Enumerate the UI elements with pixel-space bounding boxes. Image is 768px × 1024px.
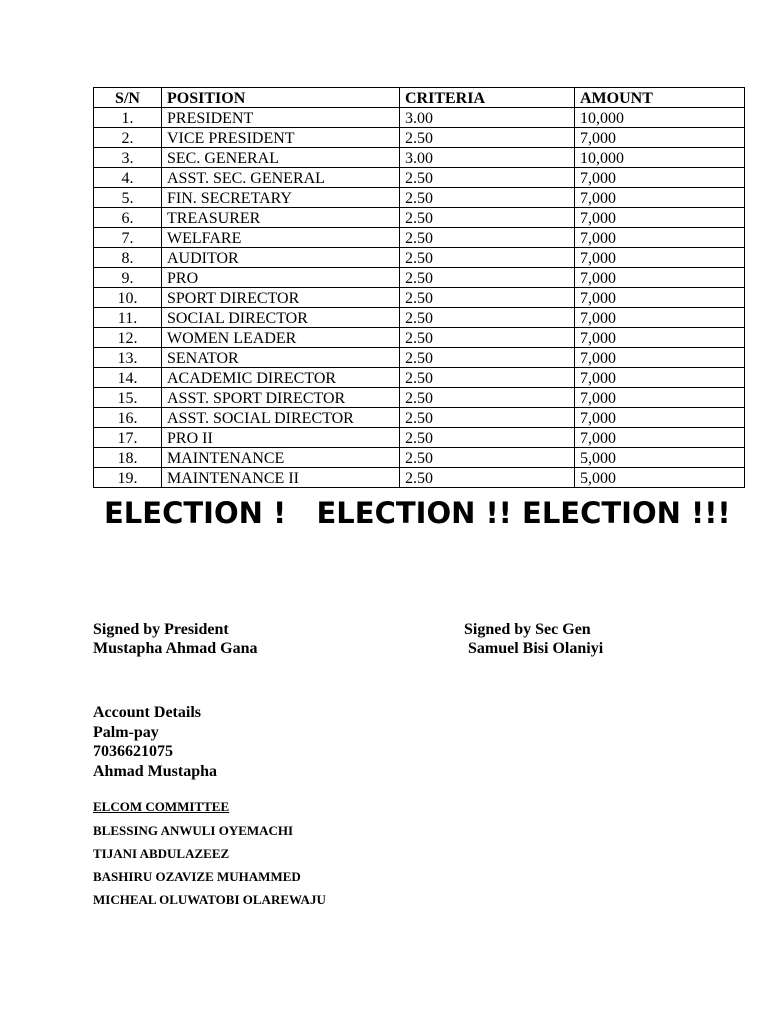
table-row — [94, 208, 745, 228]
cell-criteria: 2.50 — [400, 168, 575, 188]
cell-position: FIN. SECRETARY — [162, 188, 400, 208]
cell-criteria: 2.50 — [400, 408, 575, 428]
table-row — [94, 428, 745, 448]
committee-list — [93, 823, 326, 915]
table-row — [94, 408, 745, 428]
cell-criteria: 2.50 — [400, 388, 575, 408]
committee-member: BLESSING ANWULI OYEMACHI — [93, 823, 294, 838]
committee-member: MICHEAL OLUWATOBI OLAREWAJU — [93, 892, 326, 907]
cell-sn: 2. — [94, 128, 162, 148]
cell-sn: 12. — [94, 328, 162, 348]
election-banner: ELECTION ! ELECTION !! ELECTION !!! — [104, 496, 731, 530]
cell-criteria: 2.50 — [400, 128, 575, 148]
cell-position: ASST. SEC. GENERAL — [162, 168, 400, 188]
table-body — [94, 108, 745, 488]
cell-sn: 7. — [94, 228, 162, 248]
cell-amount: 7,000 — [575, 348, 745, 368]
cell-position: SOCIAL DIRECTOR — [162, 308, 400, 328]
table-row — [94, 288, 745, 308]
cell-criteria: 2.50 — [400, 468, 575, 488]
account-name: Ahmad Mustapha — [93, 762, 218, 780]
sec-gen-signature-title: Signed by Sec Gen — [464, 621, 591, 638]
header-position: POSITION — [162, 88, 400, 108]
table-header-row — [94, 88, 745, 108]
cell-sn: 8. — [94, 248, 162, 268]
committee-heading: ELCOM COMMITTEE — [93, 799, 230, 814]
cell-sn: 17. — [94, 428, 162, 448]
cell-sn: 10. — [94, 288, 162, 308]
cell-sn: 11. — [94, 308, 162, 328]
table-row — [94, 188, 745, 208]
cell-sn: 9. — [94, 268, 162, 288]
cell-position: ASST. SPORT DIRECTOR — [162, 388, 400, 408]
cell-criteria: 2.50 — [400, 288, 575, 308]
cell-sn: 3. — [94, 148, 162, 168]
cell-criteria: 2.50 — [400, 448, 575, 468]
table-row — [94, 368, 745, 388]
table-row — [94, 108, 745, 128]
cell-amount: 7,000 — [575, 208, 745, 228]
cell-amount: 5,000 — [575, 468, 745, 488]
cell-position: PRO II — [162, 428, 400, 448]
cell-amount: 10,000 — [575, 148, 745, 168]
cell-amount: 7,000 — [575, 428, 745, 448]
cell-sn: 4. — [94, 168, 162, 188]
cell-position: PRO — [162, 268, 400, 288]
header-sn: S/N — [94, 88, 162, 108]
table-row — [94, 308, 745, 328]
cell-sn: 5. — [94, 188, 162, 208]
cell-sn: 16. — [94, 408, 162, 428]
president-name: Mustapha Ahmad Gana — [93, 640, 258, 657]
cell-criteria: 2.50 — [400, 228, 575, 248]
table-row — [94, 268, 745, 288]
table-row — [94, 168, 745, 188]
cell-amount: 7,000 — [575, 288, 745, 308]
cell-criteria: 2.50 — [400, 428, 575, 448]
account-number: 7036621075 — [93, 743, 173, 760]
cell-amount: 7,000 — [575, 388, 745, 408]
cell-amount: 7,000 — [575, 168, 745, 188]
table-row — [94, 128, 745, 148]
cell-amount: 7,000 — [575, 188, 745, 208]
cell-position: SENATOR — [162, 348, 400, 368]
cell-amount: 7,000 — [575, 308, 745, 328]
cell-criteria: 2.50 — [400, 208, 575, 228]
cell-amount: 7,000 — [575, 408, 745, 428]
cell-amount: 7,000 — [575, 328, 745, 348]
cell-criteria: 2.50 — [400, 248, 575, 268]
table-row — [94, 228, 745, 248]
table-row — [94, 328, 745, 348]
cell-position: TREASURER — [162, 208, 400, 228]
cell-amount: 7,000 — [575, 368, 745, 388]
table-row — [94, 148, 745, 168]
cell-position: SPORT DIRECTOR — [162, 288, 400, 308]
cell-criteria: 2.50 — [400, 268, 575, 288]
cell-position: AUDITOR — [162, 248, 400, 268]
cell-criteria: 2.50 — [400, 368, 575, 388]
cell-criteria: 2.50 — [400, 308, 575, 328]
cell-sn: 6. — [94, 208, 162, 228]
cell-sn: 13. — [94, 348, 162, 368]
cell-amount: 7,000 — [575, 228, 745, 248]
committee-member: TIJANI ABDULAZEEZ — [93, 846, 230, 861]
cell-amount: 10,000 — [575, 108, 745, 128]
cell-criteria: 2.50 — [400, 328, 575, 348]
cell-position: MAINTENANCE II — [162, 468, 400, 488]
president-signature — [93, 620, 258, 658]
table-row — [94, 468, 745, 488]
table-row — [94, 248, 745, 268]
account-details — [93, 703, 217, 781]
cell-position: WOMEN LEADER — [162, 328, 400, 348]
positions-table — [93, 87, 745, 488]
cell-amount: 7,000 — [575, 268, 745, 288]
cell-amount: 5,000 — [575, 448, 745, 468]
committee-member: BASHIRU OZAVIZE MUHAMMED — [93, 869, 301, 884]
header-amount: AMOUNT — [575, 88, 745, 108]
cell-sn: 1. — [94, 108, 162, 128]
table-row — [94, 388, 745, 408]
cell-position: PRESIDENT — [162, 108, 400, 128]
cell-sn: 19. — [94, 468, 162, 488]
cell-criteria: 3.00 — [400, 148, 575, 168]
cell-amount: 7,000 — [575, 128, 745, 148]
cell-sn: 18. — [94, 448, 162, 468]
table-row — [94, 348, 745, 368]
cell-sn: 15. — [94, 388, 162, 408]
sec-gen-name: Samuel Bisi Olaniyi — [464, 640, 604, 657]
cell-position: WELFARE — [162, 228, 400, 248]
cell-amount: 7,000 — [575, 248, 745, 268]
cell-criteria: 2.50 — [400, 188, 575, 208]
account-heading: Account Details — [93, 704, 201, 721]
cell-criteria: 3.00 — [400, 108, 575, 128]
sec-gen-signature — [464, 620, 603, 658]
cell-sn: 14. — [94, 368, 162, 388]
president-signature-title: Signed by President — [93, 621, 229, 638]
header-criteria: CRITERIA — [400, 88, 575, 108]
cell-position: ASST. SOCIAL DIRECTOR — [162, 408, 400, 428]
cell-position: ACADEMIC DIRECTOR — [162, 368, 400, 388]
cell-criteria: 2.50 — [400, 348, 575, 368]
cell-position: SEC. GENERAL — [162, 148, 400, 168]
cell-position: MAINTENANCE — [162, 448, 400, 468]
table-row — [94, 448, 745, 468]
cell-position: VICE PRESIDENT — [162, 128, 400, 148]
account-bank: Palm-pay — [93, 723, 159, 741]
